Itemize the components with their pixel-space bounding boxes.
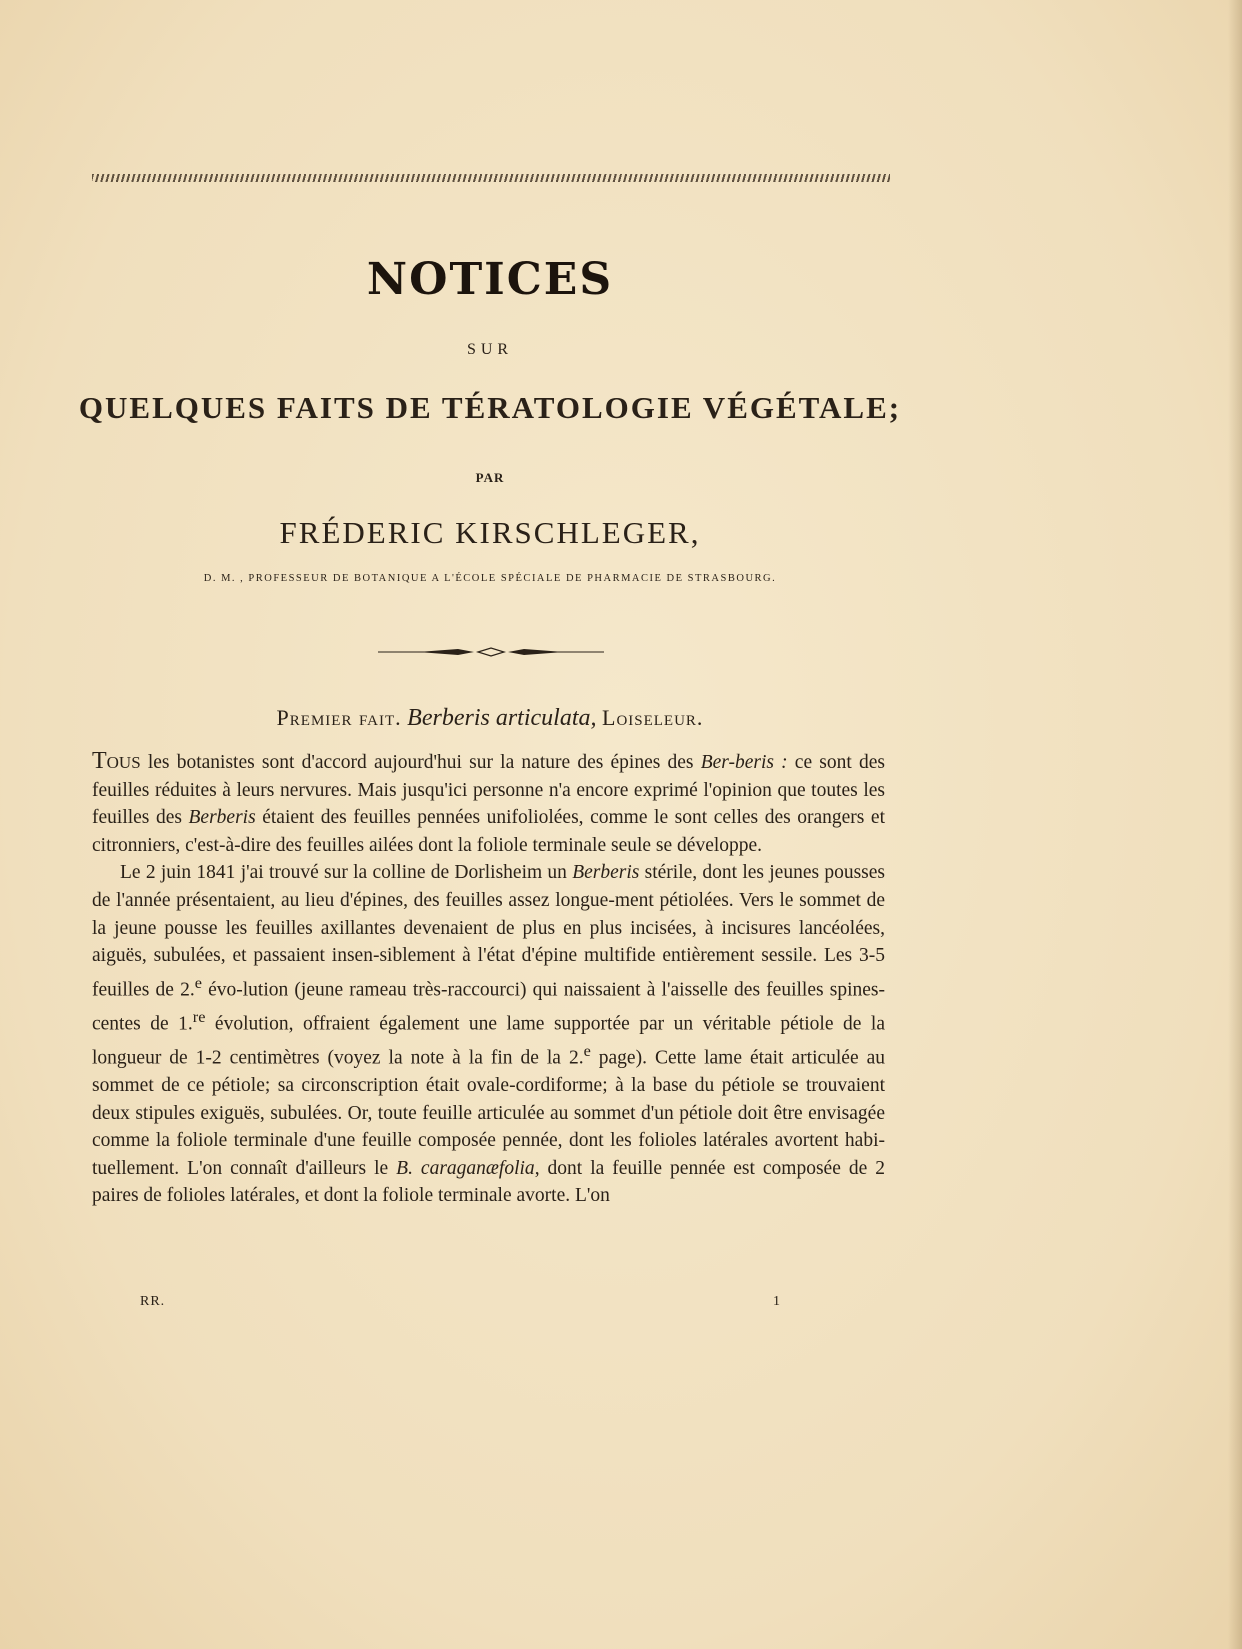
author-name: FRÉDERIC KIRSCHLEGER, — [279, 515, 701, 550]
page-number: 1 — [773, 1294, 781, 1309]
italic-term: B. caraganæfolia — [396, 1157, 535, 1179]
text-run: page). Cette lame était articulée au sommet de ce pétiole; sa circonscription était ovale-cordiforme; à la base du pétiole se trouvaient deux stipules exiguës, subulées. Or, toute feuille articulée au sommet d'un pétiole doit être envisagée comme la foliole terminale d'une feuille composée pennée, dont les folioles latérales avortent habi-tuellement. L'on connaît d'ailleurs le — [92, 1047, 886, 1179]
section-heading — [0, 705, 980, 732]
text-run: les botanistes sont d'accord aujourd'hui sur la nature des épines des — [140, 752, 701, 773]
dropcap-word: Tous — [92, 748, 141, 774]
superscript: re — [192, 1007, 206, 1026]
body-text — [92, 748, 885, 1210]
notices-heading: NOTICES — [366, 254, 614, 305]
italic-term: Ber-beris : — [700, 752, 788, 773]
top-decorative-rule — [92, 174, 890, 182]
paragraph-1 — [92, 748, 885, 859]
page-edge-shadow — [1228, 0, 1242, 1649]
text-run: évolution, offraient également une lame supportée par un véritable pétiole de la longueur de 1-2 centimètres (voyez la note à la fin de la 2. — [92, 1013, 885, 1069]
section-species: Berberis articulata, — [407, 705, 597, 731]
par-label: PAR — [475, 470, 505, 485]
text-run: étaient des feuilles pennées unifoliolées, comme le sont celles des orangers et citronniers, c'est-à-dire des feuilles ailées dont la foliole terminale seule se développe. — [92, 807, 886, 856]
text-run: Le 2 juin 1841 j'ai trouvé sur la colline de Dorlisheim un — [120, 862, 573, 884]
italic-term: Berberis — [572, 862, 640, 884]
superscript: e — [194, 973, 202, 992]
paragraph-2 — [92, 859, 885, 1210]
sur-label: SUR — [466, 341, 514, 358]
italic-term: Berberis — [188, 807, 256, 829]
ornament-divider — [378, 646, 604, 658]
text-run: stérile, dont les jeunes pousses de l'année présentaient, au lieu d'épines, des feuilles assez longue-ment pétiolées. Vers le sommet de la jeune pousse les feuilles axillantes devenaient de plus en plus incisées, à incisures lancéolées, aiguës, subulées, et passaient insen-siblement à l'état d'épine multifide entièrement sessile. Les 3-5 feuilles de 2. — [92, 862, 885, 1001]
superscript: e — [583, 1041, 591, 1060]
text-run: , dont la feuille pennée est composée de 2 paires de folioles latérales, et dont la foliole terminale avorte. L'on — [92, 1157, 885, 1207]
author-affiliation: D. M. , PROFESSEUR DE BOTANIQUE A L'ÉCOLE SPÉCIALE DE PHARMACIE DE STRASBOURG. — [203, 573, 777, 584]
article-title: QUELQUES FAITS DE TÉRATOLOGIE VÉGÉTALE; — [78, 390, 902, 425]
signature-mark: RR. — [140, 1294, 166, 1309]
section-author: Loiseleur. — [602, 705, 704, 730]
text-run: évo-lution (jeune rameau très-raccourci) qui naissaient à l'aisselle des feuilles spines-centes de 1. — [92, 979, 885, 1035]
section-label: Premier fait. — [276, 705, 402, 730]
text-run: ce sont des feuilles réduites à leurs nervures. Mais jusqu'ici personne n'a encore exprimé l'opinion que toutes les feuilles des — [92, 752, 885, 829]
